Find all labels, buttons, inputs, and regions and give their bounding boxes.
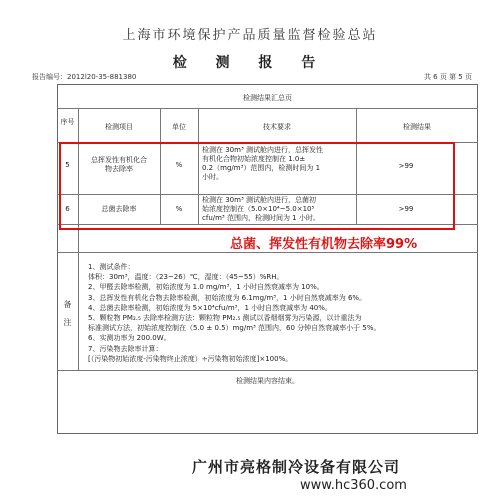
note-line: 体积：30m³，温度：（23~26）℃，湿度：（45~55）%RH。 [88,273,284,282]
row-5-no: 5 [65,161,70,169]
row-5-item: 总挥发性有机化合 物去除率 [91,156,147,173]
row-5-result: >99 [398,162,414,170]
note-line: 4、总菌去除率检测，初始浓度为 5×10⁴cfu/m³，1 小时自然衰减率为 40%。 [88,303,332,312]
column-header-result: 检测结果 [403,123,431,131]
report-title: 检 测 报 告 [172,55,328,71]
note-line: [（污染物初始浓度-污染物终止浓度）÷污染物初始浓度]×100%。 [88,354,293,363]
note-line: 5、颗粒物 PM₂.₅ 去除率检测方法：颗粒物 PM₂.₅ 测试以香烟烟雾为污染源，以计重法为 [88,314,362,323]
row-6-unit: % [175,205,183,213]
website-watermark: www.hc360.com [300,478,407,493]
highlight-box [59,142,455,230]
notes-content [88,262,473,364]
page-info: 共 6 页 第 5 页 [423,73,472,81]
highlight-annotation: 总菌、挥发性有机物去除率99% [230,237,418,252]
row-6-item: 总菌去除率 [101,205,137,213]
table-divider [57,108,478,109]
notes-label: 备 注 [63,300,72,327]
column-header-no: 序号 [60,118,75,126]
column-header-requirement: 技术要求 [263,123,291,131]
row-5-unit: % [175,161,183,169]
note-line: 标准测试方法，初始浓度控制在（5.0 ± 0.5）mg/m³ 范围内，60 分钟自然衰减率小于 5%。 [88,324,381,333]
company-watermark: 广州市亮格制冷设备有限公司 [192,458,401,476]
note-line: 7、污染物去除率计算： [88,344,163,353]
row-6-requirement: 检测在 30m³ 测试舱内进行，总菌初 始浓度控制在（5.0×10⁴~5.0×10⁵ cfu/m³ 范围内，检测时间为 1 小时。 [202,196,320,222]
row-6-result: >99 [398,205,414,213]
report-number: 报告编号：2012l20-35-881380 [32,73,137,81]
column-header-unit: 单位 [172,123,186,131]
end-of-results: 检测结果内容结束。 [236,377,299,385]
table-divider [57,252,478,253]
issuing-organization: 上海市环境保护产品质量监督检验总站 [122,28,378,43]
note-line: 6、实测功率为 200.0W。 [88,334,171,343]
row-5-requirement: 检测在 30m³ 测试舱内进行，总挥发性 有机化合物初始浓度控制在 1.0± 0.2（mg/m³）范围内，检测时间为 1 小时。 [202,146,323,181]
note-line: 2、甲醛去除率检测，初始浓度为 1.0 mg/m³，1 小时自然衰减率为 10%。 [88,283,324,292]
column-header-item: 检测项目 [105,123,133,131]
summary-title: 检测结果汇总页 [243,94,292,102]
note-line: 1、测试条件： [88,263,135,271]
table-divider [57,370,478,371]
row-6-no: 6 [65,205,70,213]
note-line: 3、总挥发性有机化合物去除率检测，初始浓度为 6.1mg/m³，1 小时自然衰减率为 6%。 [88,293,367,302]
